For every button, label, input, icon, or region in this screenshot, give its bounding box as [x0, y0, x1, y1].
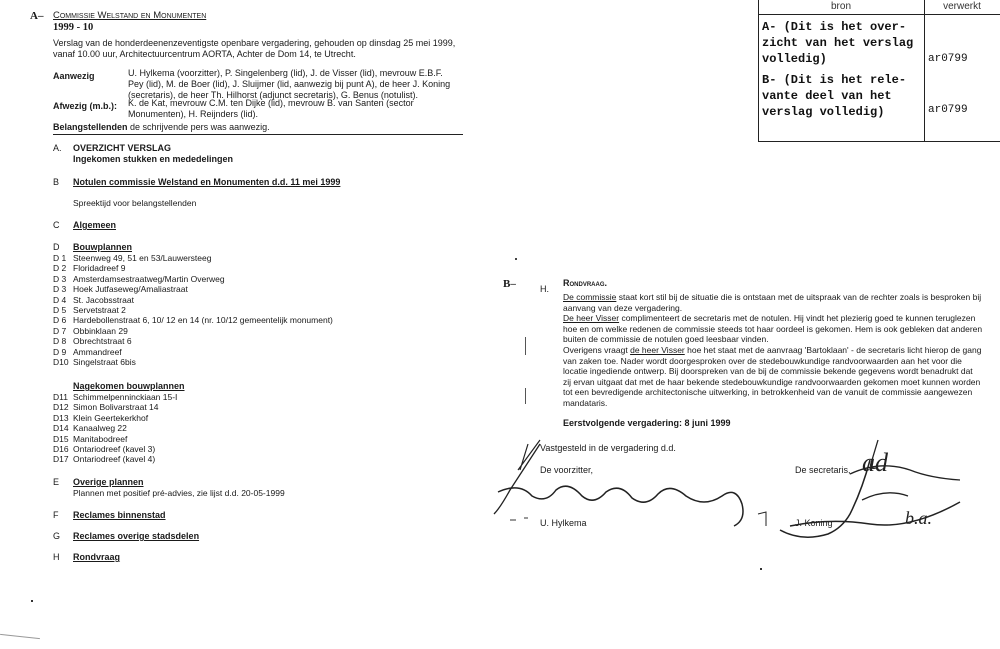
late-plans-title: Nagekomen bouwplannen — [73, 381, 185, 391]
agenda-d — [53, 242, 473, 367]
plan-code: D13 — [53, 412, 69, 423]
plan-item — [53, 315, 473, 325]
plan-address: Kanaalweg 22 — [73, 423, 127, 434]
present-line-3: (secretaris), de heer Th. Hilhorst (adjunct secretaris), G. Benus (notulist). — [128, 90, 418, 100]
rondvraag-letter: H. — [540, 284, 549, 294]
plan-address: Obrechtstraat 6 — [73, 336, 132, 347]
table-row-b-text: B- (Dit is het rele- vante deel van het verslag volledig) — [762, 73, 907, 119]
agenda-e — [53, 477, 473, 498]
plan-item — [53, 253, 473, 263]
agenda-letter: B — [53, 177, 60, 187]
agenda-g — [53, 531, 473, 542]
document-header — [53, 10, 463, 34]
plan-item — [53, 413, 473, 423]
present-label: Aanwezig — [53, 71, 95, 81]
plan-code: D 8 — [53, 336, 67, 347]
intro-line-1: Verslag van de honderdeenenzeventigste openbare vergadering, gehouden op dinsdag 25 mei 1999, — [53, 38, 456, 48]
agenda-letter: D — [53, 242, 60, 252]
plan-address: Manitabodreef — [73, 433, 128, 444]
plan-address: Amsterdamsestraatweg/Martin Overweg — [73, 273, 225, 284]
scan-dot — [515, 258, 517, 260]
scan-dot — [760, 568, 762, 570]
plan-address: Ontariodreef (kavel 4) — [73, 454, 156, 465]
plan-item — [53, 326, 473, 336]
agenda-a-title: OVERZICHT VERSLAG — [73, 143, 172, 153]
table-header-rule — [758, 14, 1000, 15]
agenda-g-title: Reclames overige stadsdelen — [73, 531, 200, 541]
plan-address: Servetstraat 2 — [73, 305, 126, 316]
adopted-line: Vastgesteld in de vergadering d.d. — [540, 443, 676, 453]
plan-address: Ammandreef — [73, 346, 122, 357]
plan-code: D17 — [53, 454, 69, 465]
rondvraag-paragraph-3: Overigens vraagt de heer Visser hoe het staat met de aanvraag 'Bartoklaan' - de secretaris licht hierop de gang van zaken toe. Nader wordt doorgesproken over de stedebouwkundige randvoorwaarden aan het voor die locatie ingediende ontwerp. Bij doorspreken van de bij de commissie bekende gegevens wordt benadrukt dat zij ervan uitgaat dat met de haar bekende stedebouwkundige randvoorwaarden gekomen moet kunnen worden tot een bevredigende architectonische uitwerking, in betrokkenheid van de vanuit de commissie aangewezen mandataris. — [563, 344, 982, 408]
table-column-divider — [924, 0, 925, 142]
plan-address: Ontariodreef (kavel 3) — [73, 444, 156, 455]
plan-code: D12 — [53, 402, 69, 413]
plan-code: D15 — [53, 433, 69, 444]
chair-label: De voorzitter, — [540, 465, 594, 475]
agenda-letter: C — [53, 220, 60, 230]
agenda-b — [53, 177, 473, 209]
margin-mark — [525, 337, 526, 355]
rondvraag-speaker-visser: De heer Visser — [563, 313, 620, 324]
plan-item — [53, 434, 473, 444]
meeting-intro — [53, 38, 473, 60]
secretary-signature — [780, 460, 960, 537]
plan-item — [53, 263, 473, 273]
agenda-h — [53, 552, 473, 563]
plan-item — [53, 454, 473, 464]
agenda-letter: F — [53, 510, 59, 520]
agenda-letter: A. — [53, 143, 62, 153]
secretary-label: De secretaris, — [795, 465, 851, 475]
plan-item — [53, 305, 473, 315]
plan-code: D 7 — [53, 325, 67, 336]
signature-tick — [758, 512, 766, 526]
plan-code: D14 — [53, 423, 69, 434]
plans-list — [53, 253, 473, 367]
late-plans-list — [53, 392, 473, 465]
chair-name: U. Hylkema — [540, 518, 587, 528]
plan-code: D11 — [53, 392, 68, 402]
rondvraag-paragraph-2: De heer Visser complimenteert de secretaris met de notulen. Hij vindt het plezierig goed te kunnen teruglezen hoe en om welke redenen de commissie steeds tot haar oordeel is gekomen. Hem is ook gebleken dat anderen buiten de commissie de notulen goed leesbaar vinden. — [563, 313, 983, 345]
committee-name: Commissie Welstand en Monumenten — [53, 10, 207, 21]
section-marker-b: B– — [503, 278, 516, 290]
plan-code: D 4 — [53, 294, 67, 305]
plan-code: D 6 — [53, 315, 67, 326]
plan-code: D 1 — [53, 253, 67, 263]
present-line-1: U. Hylkema (voorzitter), P. Singelenberg (lid), J. de Visser (lid), mevrouw E.B.F. — [128, 68, 443, 78]
handwritten-initials-2: b.a. — [905, 508, 932, 528]
plan-address: Steenweg 49, 51 en 53/Lauwersteeg — [73, 253, 212, 263]
plan-code: D 5 — [53, 305, 67, 316]
agenda-f — [53, 510, 473, 521]
present-line-2: Pey (lid), M. de Boer (lid), J. Sluijmer (lid, aanwezig bij punt A), de heer J. Koning — [128, 79, 451, 89]
agenda-a — [53, 143, 473, 165]
plan-code: D16 — [53, 444, 69, 455]
intro-line-2: vanaf 10.00 uur, Architectuurcentrum AORTA, Achter de Dom 14, te Utrecht. — [53, 49, 356, 59]
meeting-number: 1999 - 10 — [53, 22, 94, 33]
plan-item — [53, 295, 473, 305]
plan-address: Simon Bolivarstraat 14 — [73, 402, 159, 413]
interest-label: Belangstellenden — [53, 122, 128, 132]
plan-address: Obbinklaan 29 — [73, 325, 128, 336]
plan-item — [53, 347, 473, 357]
absent-label: Afwezig (m.b.): — [53, 101, 117, 111]
interest-text: de schrijvende pers was aanwezig. — [130, 122, 270, 132]
agenda-f-title: Reclames binnenstad — [73, 510, 166, 520]
plan-address: St. Jacobsstraat — [73, 294, 134, 305]
chair-signature-upstroke — [494, 444, 540, 514]
rondvraag-speaker-visser-2: de heer Visser — [630, 344, 685, 355]
agenda-b-note: Spreektijd voor belangstellenden — [73, 198, 197, 208]
col-source-header: bron — [830, 1, 851, 12]
plan-item — [53, 392, 473, 402]
plan-code: D 3 — [53, 284, 67, 295]
plan-code: D 3 — [53, 273, 67, 284]
plan-address: Schimmelpenninckiaan 15-I — [73, 392, 178, 402]
table-row-a-text: A- (Dit is het over- zicht van het verslag volledig) — [762, 20, 914, 66]
absent-line-1: K. de Kat, mevrouw C.M. ten Dijke (lid), mevrouw B. van Santen (sector — [128, 98, 414, 108]
agenda-c-title: Algemeen — [73, 220, 117, 230]
plan-code: D10 — [53, 357, 69, 368]
agenda-letter: H — [53, 552, 60, 562]
plan-address: Floridadreef 9 — [73, 263, 126, 274]
secretary-name: J. Koning — [795, 518, 833, 528]
agenda-e-title: Overige plannen — [73, 477, 144, 487]
agenda-h-title: Rondvraag — [73, 552, 121, 562]
absent-line-2: Monumenten), H. Reijnders (lid). — [128, 109, 259, 119]
plan-item — [53, 444, 473, 454]
plan-item — [53, 423, 473, 433]
scan-edge — [0, 634, 40, 639]
chair-check-stroke — [518, 440, 540, 470]
interest-line — [53, 122, 463, 135]
plan-item — [53, 274, 473, 284]
secretary-signature-stroke — [871, 440, 878, 468]
agenda-a-subtitle: Ingekomen stukken en mededelingen — [73, 154, 234, 164]
present-list — [128, 68, 468, 101]
plan-address: Hardebollenstraat 6, 10/ 12 en 14 (nr. 10/12 gemeentelijk monument) — [73, 315, 333, 326]
signature-drawing — [490, 430, 990, 560]
agenda-late-plans — [53, 381, 473, 465]
plan-item — [53, 402, 473, 412]
plan-item — [53, 284, 473, 294]
col-processed-header: verwerkt — [943, 1, 981, 12]
scan-dot — [31, 600, 33, 602]
plan-address: Klein Geertekerkhof — [73, 412, 149, 423]
table-bottom-border — [758, 141, 1000, 142]
agenda-e-note: Plannen met positief pré-advies, zie lijst d.d. 20-05-1999 — [73, 488, 285, 498]
next-meeting: Eerstvolgende vergadering: 8 juni 1999 — [563, 417, 731, 428]
rondvraag-speaker-commission: De commissie — [563, 292, 617, 302]
rondvraag-title: Rondvraag. — [563, 278, 608, 288]
plan-address: Hoek Jutfaseweg/Amaliastraat — [73, 284, 188, 295]
plan-item — [53, 357, 473, 367]
table-left-border — [758, 0, 759, 142]
handwritten-initials: ad — [862, 448, 888, 477]
rondvraag-paragraph-1: De commissie staat kort stil bij de situatie die is ontstaan met de uitspraak van de rechter zoals is besproken bij aanvang van deze vergadering. — [563, 292, 982, 313]
chair-signature-dots — [510, 518, 528, 520]
table-row-b-code: ar0799 — [928, 104, 968, 116]
plan-address: Singelstraat 6bis — [73, 357, 136, 368]
plan-code: D 2 — [53, 263, 67, 274]
plan-code: D 9 — [53, 346, 67, 357]
absent-list — [128, 98, 468, 120]
section-marker-a: A– — [30, 10, 44, 22]
agenda-c — [53, 220, 473, 231]
processing-table — [758, 0, 1000, 142]
chair-signature — [498, 486, 743, 526]
margin-mark — [525, 388, 526, 404]
rondvraag-section — [563, 278, 983, 429]
agenda-letter: E — [53, 477, 60, 487]
agenda-letter: G — [53, 531, 61, 541]
agenda-b-title: Notulen commissie Welstand en Monumenten d.d. 11 mei 1999 — [73, 177, 341, 187]
plan-item — [53, 336, 473, 346]
agenda-d-title: Bouwplannen — [73, 242, 132, 252]
table-row-a-code: ar0799 — [928, 53, 968, 65]
